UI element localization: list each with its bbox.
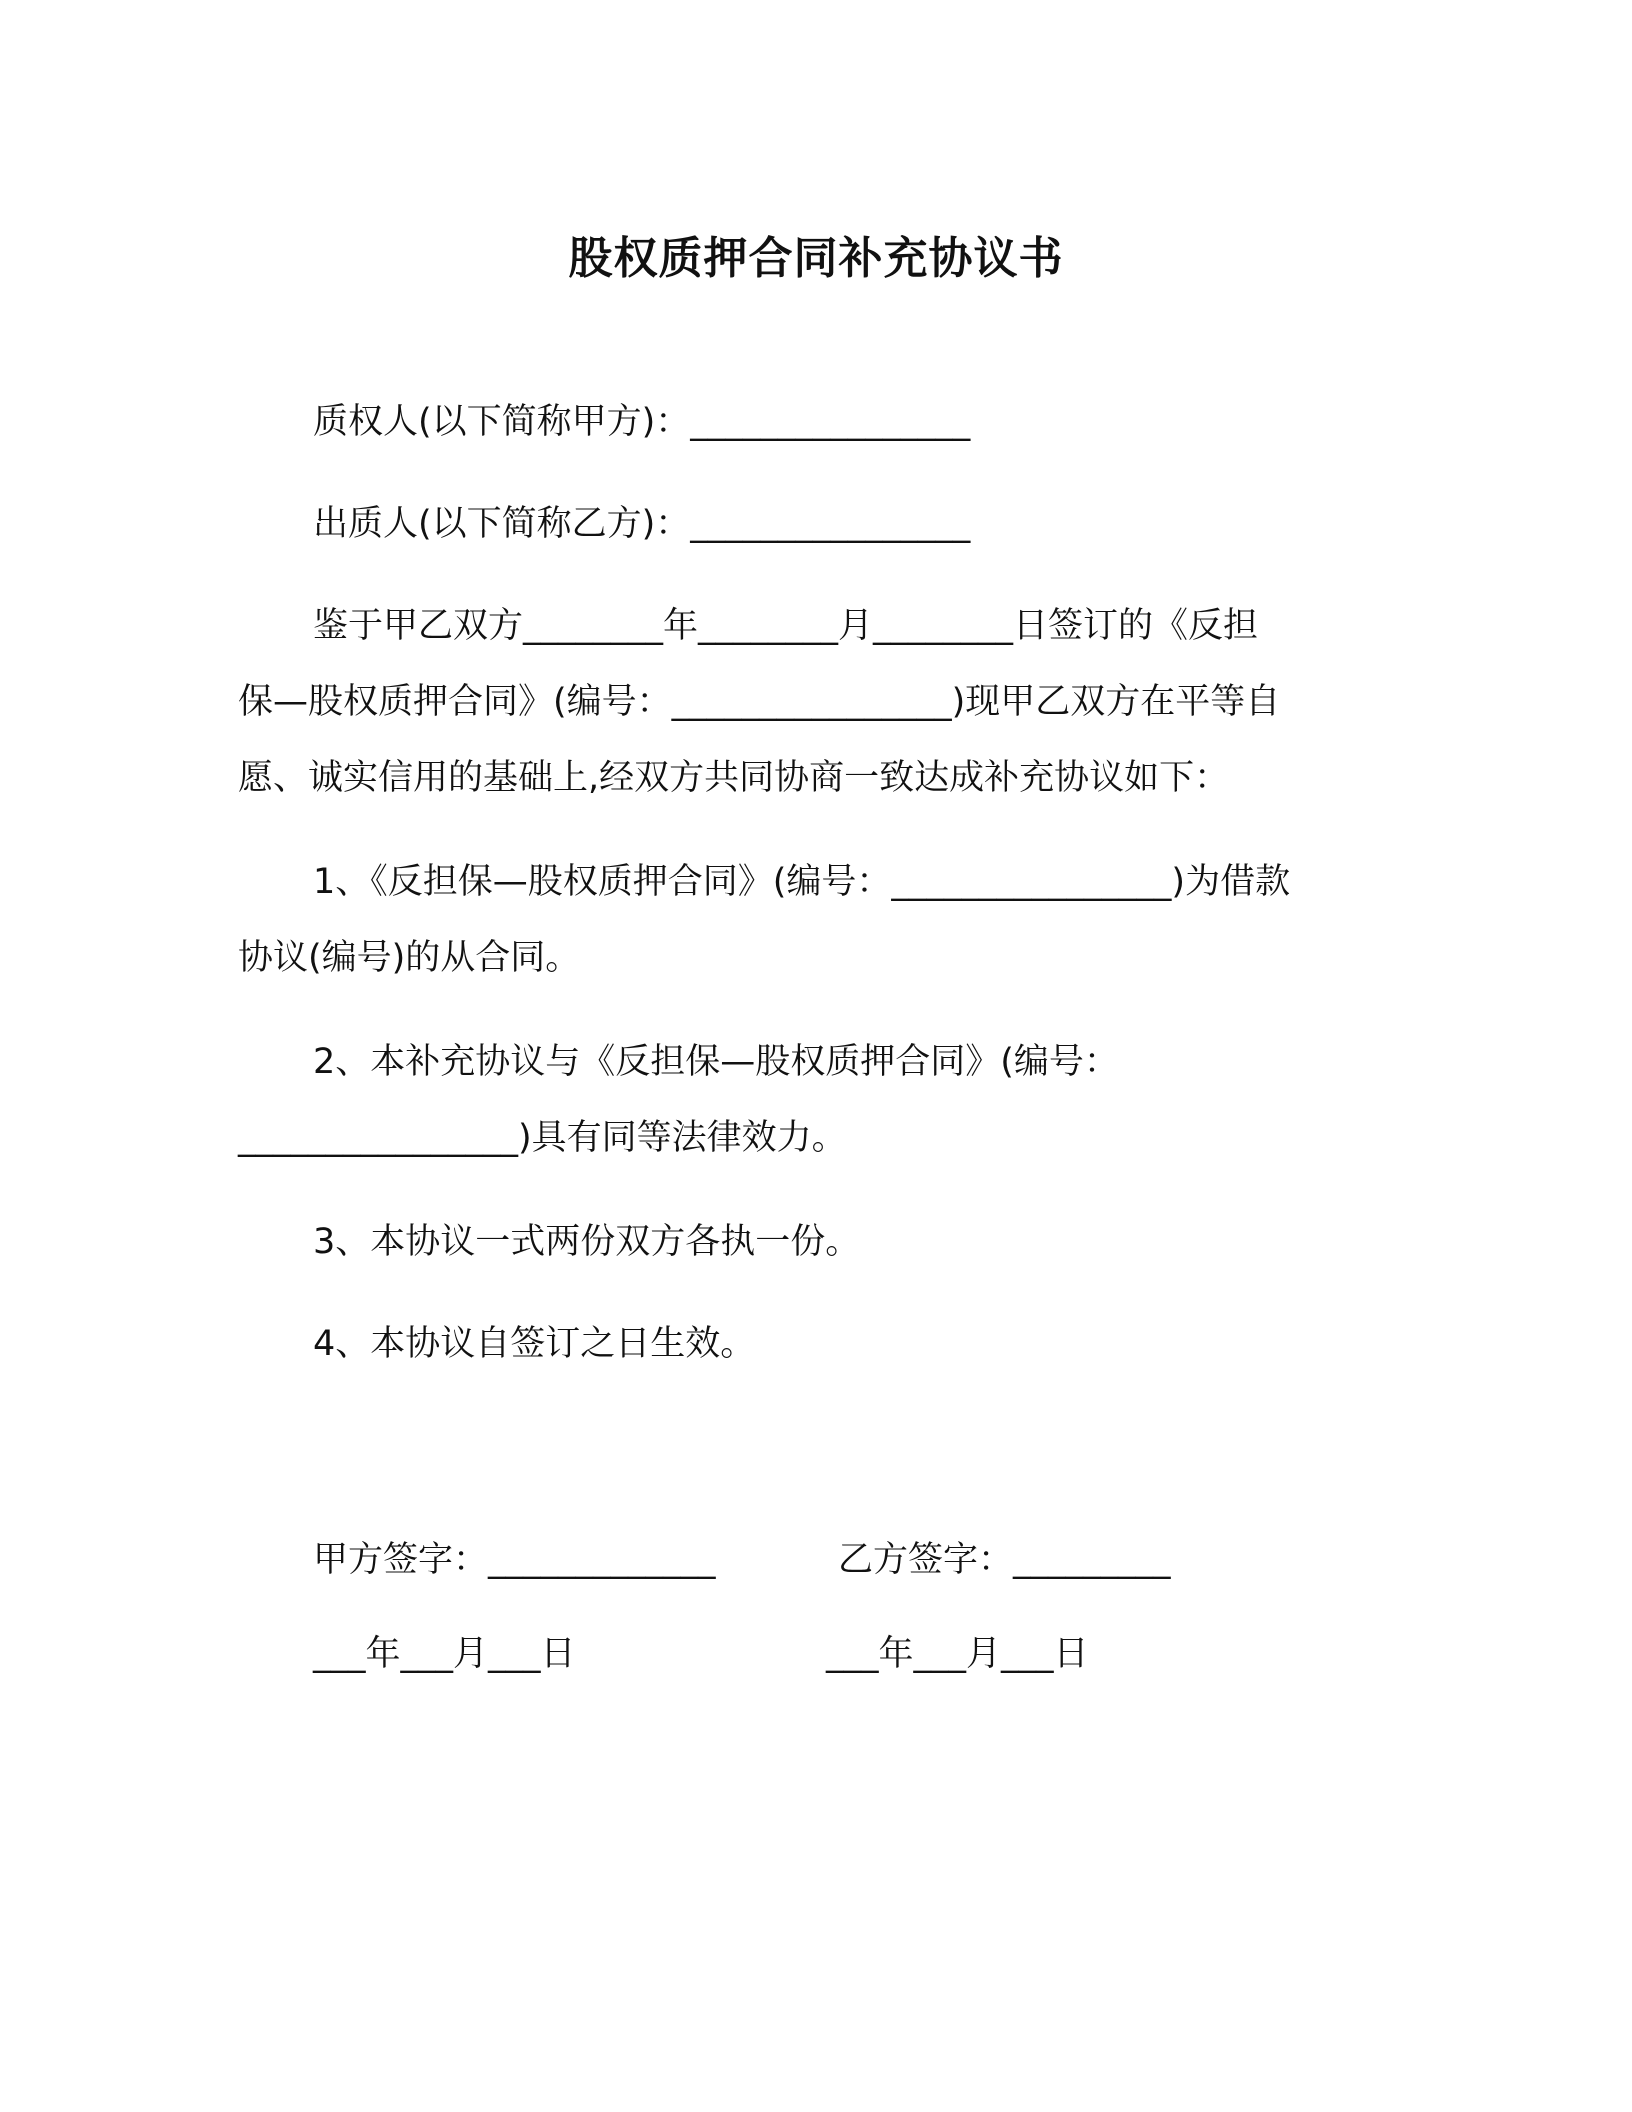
clause-3: 3、本协议一式两份双方各执一份。 — [313, 1222, 861, 1262]
pledgor-line: 出质人(以下简称乙方)：________________ — [313, 504, 971, 544]
clause-2-line-2: ________________)具有同等法律效力。 — [238, 1118, 847, 1158]
intro-paragraph-line-3: 愿、诚实信用的基础上,经双方共同协商一致达成补充协议如下： — [238, 758, 1230, 798]
party-b-date-line: ___年___月___日 — [826, 1634, 1089, 1674]
pledgee-line: 质权人(以下简称甲方)：________________ — [313, 402, 971, 442]
intro-paragraph-line-2: 保—股权质押合同》(编号：________________)现甲乙双方在平等自 — [238, 682, 1281, 722]
party-a-signature-line: 甲方签字：_____________ — [313, 1540, 716, 1580]
party-b-signature-line: 乙方签字：_________ — [838, 1540, 1171, 1580]
clause-1-line-1: 1、《反担保—股权质押合同》(编号：________________)为借款 — [313, 862, 1291, 902]
party-a-date-line: ___年___月___日 — [313, 1634, 576, 1674]
clause-4: 4、本协议自签订之日生效。 — [313, 1324, 756, 1364]
intro-paragraph-line-1: 鉴于甲乙双方________年________月________日签订的《反担 — [313, 606, 1259, 646]
clause-2-line-1: 2、本补充协议与《反担保—股权质押合同》(编号： — [313, 1042, 1119, 1082]
clause-1-line-2: 协议(编号)的从合同。 — [238, 938, 581, 978]
document-title: 股权质押合同补充协议书 — [568, 233, 1064, 284]
